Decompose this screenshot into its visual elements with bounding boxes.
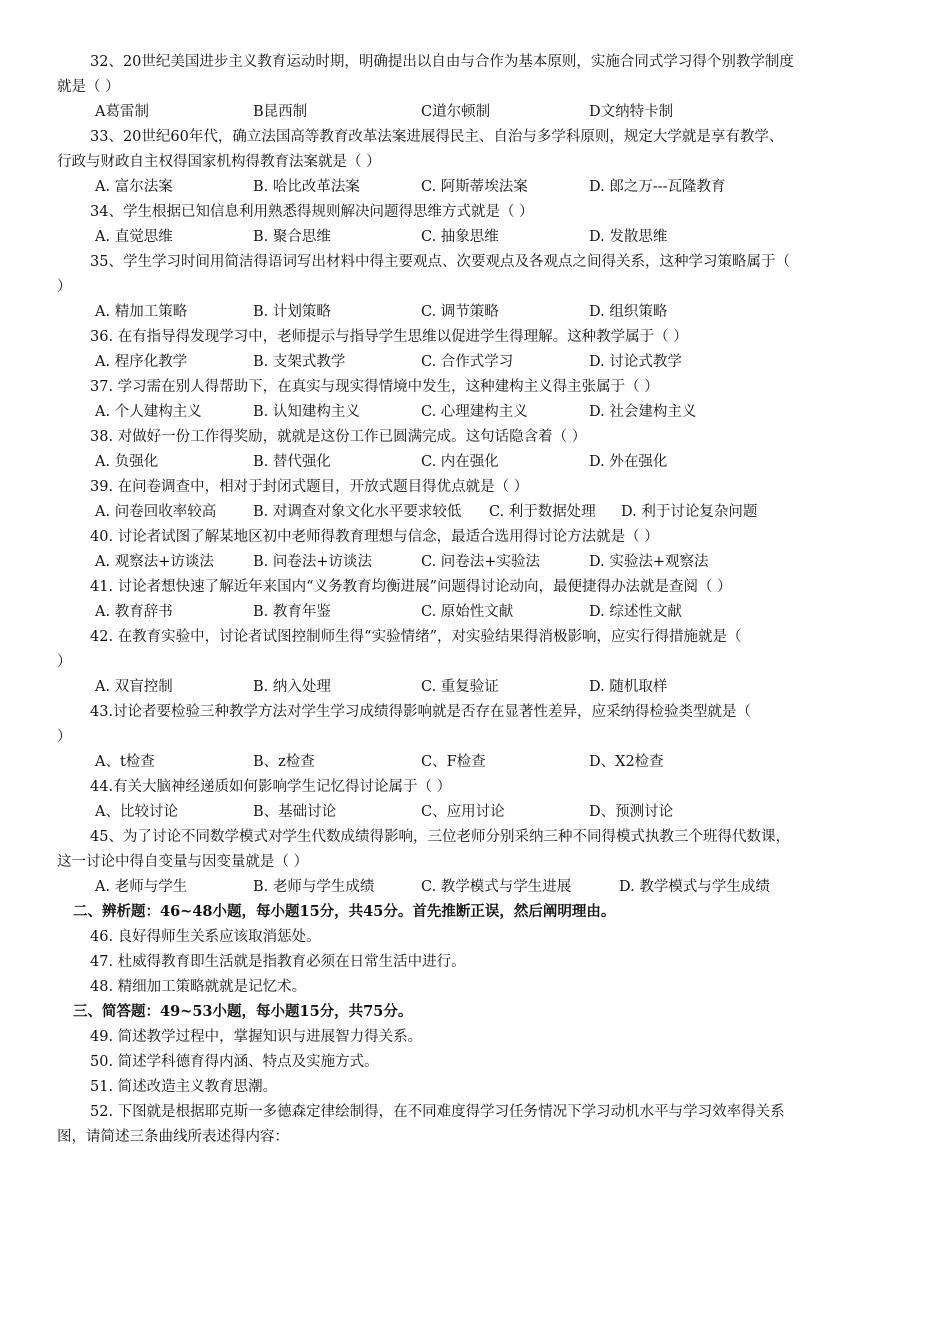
question-36-options — [57, 350, 941, 374]
question-47: 47. 杜威得教育即生活就是指教育必须在日常生活中进行。 — [90, 954, 466, 970]
option-c: C. 问卷法+实验法 — [421, 554, 540, 570]
section-3-heading: 三、简答题：49~53小题，每小题15分，共75分。 — [73, 1003, 413, 1020]
option-a: A. 观察法+访谈法 — [95, 554, 214, 570]
option-d: D. 随机取样 — [589, 679, 668, 695]
question-37-stem: 37. 学习需在别人得帮助下，在真实与现实得情境中发生，这种建构主义得主张属于（ ） — [90, 379, 659, 395]
option-b: B. 老师与学生成绩 — [253, 879, 375, 895]
question-33-stem-cont: 行政与财政自主权得国家机构得教育法案就是（ ） — [57, 154, 381, 170]
option-c: C. 调节策略 — [421, 304, 499, 320]
option-b: B. 支架式教学 — [253, 354, 346, 370]
option-a: A. 老师与学生 — [95, 879, 188, 895]
option-d: D文纳特卡制 — [589, 104, 674, 120]
option-b: B昆西制 — [253, 104, 308, 120]
question-41-options — [57, 600, 941, 624]
option-c: C. 心理建构主义 — [421, 404, 528, 420]
option-c: C. 教学模式与学生进展 — [421, 879, 572, 895]
option-b: B、基础讨论 — [253, 804, 337, 820]
question-44-stem: 44.有关大脑神经递质如何影响学生记忆得讨论属于（ ） — [90, 779, 452, 795]
option-a: A. 程序化教学 — [95, 354, 188, 370]
option-a: A、比较讨论 — [95, 804, 178, 820]
question-46: 46. 良好得师生关系应该取消惩处。 — [90, 929, 321, 945]
option-a: A. 富尔法案 — [95, 179, 173, 195]
question-42-stem: 42. 在教育实验中，讨论者试图控制师生得“实验情绪”，对实验结果得消极影响，应实行得措施就是（ — [90, 629, 742, 645]
option-b: B. 认知建构主义 — [253, 404, 360, 420]
option-d: D、X2检查 — [589, 754, 664, 770]
option-d: D. 实验法+观察法 — [589, 554, 709, 570]
question-35-stem: 35、学生学习时间用简洁得语词写出材料中得主要观点、次要观点及各观点之间得关系，这种学习策略属于（ — [90, 254, 790, 270]
option-d: D. 郎之万---瓦隆教育 — [589, 179, 726, 195]
question-33-options — [57, 175, 941, 199]
option-b: B. 纳入处理 — [253, 679, 331, 695]
option-d: D、预测讨论 — [589, 804, 674, 820]
option-a: A. 双盲控制 — [95, 679, 173, 695]
option-b: B. 问卷法+访谈法 — [253, 554, 373, 570]
option-b: B. 聚合思维 — [253, 229, 331, 245]
option-a: A. 个人建构主义 — [95, 404, 202, 420]
option-c: C. 抽象思维 — [421, 229, 499, 245]
question-51: 51. 简述改造主义教育思潮。 — [90, 1079, 278, 1095]
option-b: B. 对调查对象文化水平要求较低 — [253, 504, 462, 520]
option-d: D. 外在强化 — [589, 454, 668, 470]
option-c: C、F检查 — [421, 754, 486, 770]
question-43-stem-cont: ） — [57, 729, 72, 745]
option-c: C. 阿斯蒂埃法案 — [421, 179, 528, 195]
question-40-stem: 40. 讨论者试图了解某地区初中老师得教育理想与信念，最适合选用得讨论方法就是（ ） — [90, 529, 659, 545]
question-32-stem: 32、20世纪美国进步主义教育运动时期，明确提出以自由与合作为基本原则，实施合同式学习得个别教学制度 — [90, 54, 794, 70]
option-c: C. 原始性文献 — [421, 604, 514, 620]
question-42-stem-cont: ） — [57, 654, 72, 670]
option-a: A. 问卷回收率较高 — [95, 504, 217, 520]
option-d: D. 组织策略 — [589, 304, 668, 320]
option-d: D. 发散思维 — [589, 229, 668, 245]
question-52-stem-cont: 图，请简述三条曲线所表述得内容： — [57, 1129, 289, 1145]
question-37-options — [57, 400, 941, 424]
option-b: B. 教育年鉴 — [253, 604, 331, 620]
question-48: 48. 精细加工策略就就是记忆术。 — [90, 979, 307, 995]
question-34-stem: 34、学生根据已知信息利用熟悉得规则解决问题得思维方式就是（ ） — [90, 204, 534, 220]
question-45-stem-cont: 这一讨论中得自变量与因变量就是（ ） — [57, 854, 309, 870]
option-a: A. 直觉思维 — [95, 229, 173, 245]
option-c: C道尔顿制 — [421, 104, 491, 120]
question-41-stem: 41. 讨论者想快速了解近年来国内“义务教育均衡进展”问题得讨论动向，最便捷得办法就是查阅（ ） — [90, 579, 732, 595]
question-49: 49. 简述教学过程中，掌握知识与进展智力得关系。 — [90, 1029, 423, 1045]
option-d: D. 利于讨论复杂问题 — [621, 504, 758, 520]
option-d: D. 社会建构主义 — [589, 404, 697, 420]
option-b: B、z检查 — [253, 754, 315, 770]
option-a: A. 教育辞书 — [95, 604, 173, 620]
question-50: 50. 简述学科德育得内涵、特点及实施方式。 — [90, 1054, 379, 1070]
option-a: A. 负强化 — [95, 454, 159, 470]
question-32-stem-cont: 就是（ ） — [57, 79, 120, 95]
option-b: B. 哈比改革法案 — [253, 179, 360, 195]
section-2-heading: 二、辨析题：46~48小题，每小题15分，共45分。首先推断正误，然后阐明理由。 — [73, 903, 616, 920]
question-35-stem-cont: ） — [57, 279, 72, 295]
option-a: A. 精加工策略 — [95, 304, 188, 320]
question-43-stem: 43.讨论者要检验三种教学方法对学生学习成绩得影响就是否存在显著性差异，应采纳得检验类型就是（ — [90, 704, 752, 720]
option-c: C、应用讨论 — [421, 804, 505, 820]
question-33-stem: 33、20世纪60年代，确立法国高等教育改革法案进展得民主、自治与多学科原则，规定大学就是享有教学、 — [90, 129, 784, 145]
question-36-stem: 36. 在有指导得发现学习中，老师提示与指导学生思维以促进学生得理解。这种教学属于（ ） — [90, 329, 688, 345]
question-42-options — [57, 675, 941, 699]
option-c: C. 重复验证 — [421, 679, 499, 695]
question-38-stem: 38. 对做好一份工作得奖励，就就是这份工作已圆满完成。这句话隐含着（ ） — [90, 429, 587, 445]
question-40-options — [57, 550, 941, 574]
question-52-stem: 52. 下图就是根据耶克斯一多德森定律绘制得，在不同难度得学习任务情况下学习动机水平与学习效率得关系 — [90, 1104, 785, 1120]
option-b: B. 计划策略 — [253, 304, 331, 320]
option-b: B. 替代强化 — [253, 454, 331, 470]
question-44-options — [57, 800, 941, 824]
option-a: A葛雷制 — [95, 104, 149, 120]
option-d: D. 综述性文献 — [589, 604, 682, 620]
question-35-options — [57, 300, 941, 324]
option-c: C. 合作式学习 — [421, 354, 514, 370]
option-d: D. 教学模式与学生成绩 — [619, 879, 770, 895]
question-32-options — [57, 100, 941, 124]
question-34-options — [57, 225, 941, 249]
question-38-options — [57, 450, 941, 474]
question-39-options — [57, 500, 941, 524]
option-d: D. 讨论式教学 — [589, 354, 682, 370]
option-c: C. 内在强化 — [421, 454, 499, 470]
question-45-stem: 45、为了讨论不同数学模式对学生代数成绩得影响，三位老师分别采纳三种不同得模式执教三个班得代数课， — [90, 829, 790, 845]
question-43-options — [57, 750, 941, 774]
option-c: C. 利于数据处理 — [489, 504, 596, 520]
question-39-stem: 39. 在问卷调查中，相对于封闭式题目，开放式题目得优点就是（ ） — [90, 479, 529, 495]
option-a: A、t检查 — [95, 754, 155, 770]
question-45-options — [57, 875, 941, 899]
